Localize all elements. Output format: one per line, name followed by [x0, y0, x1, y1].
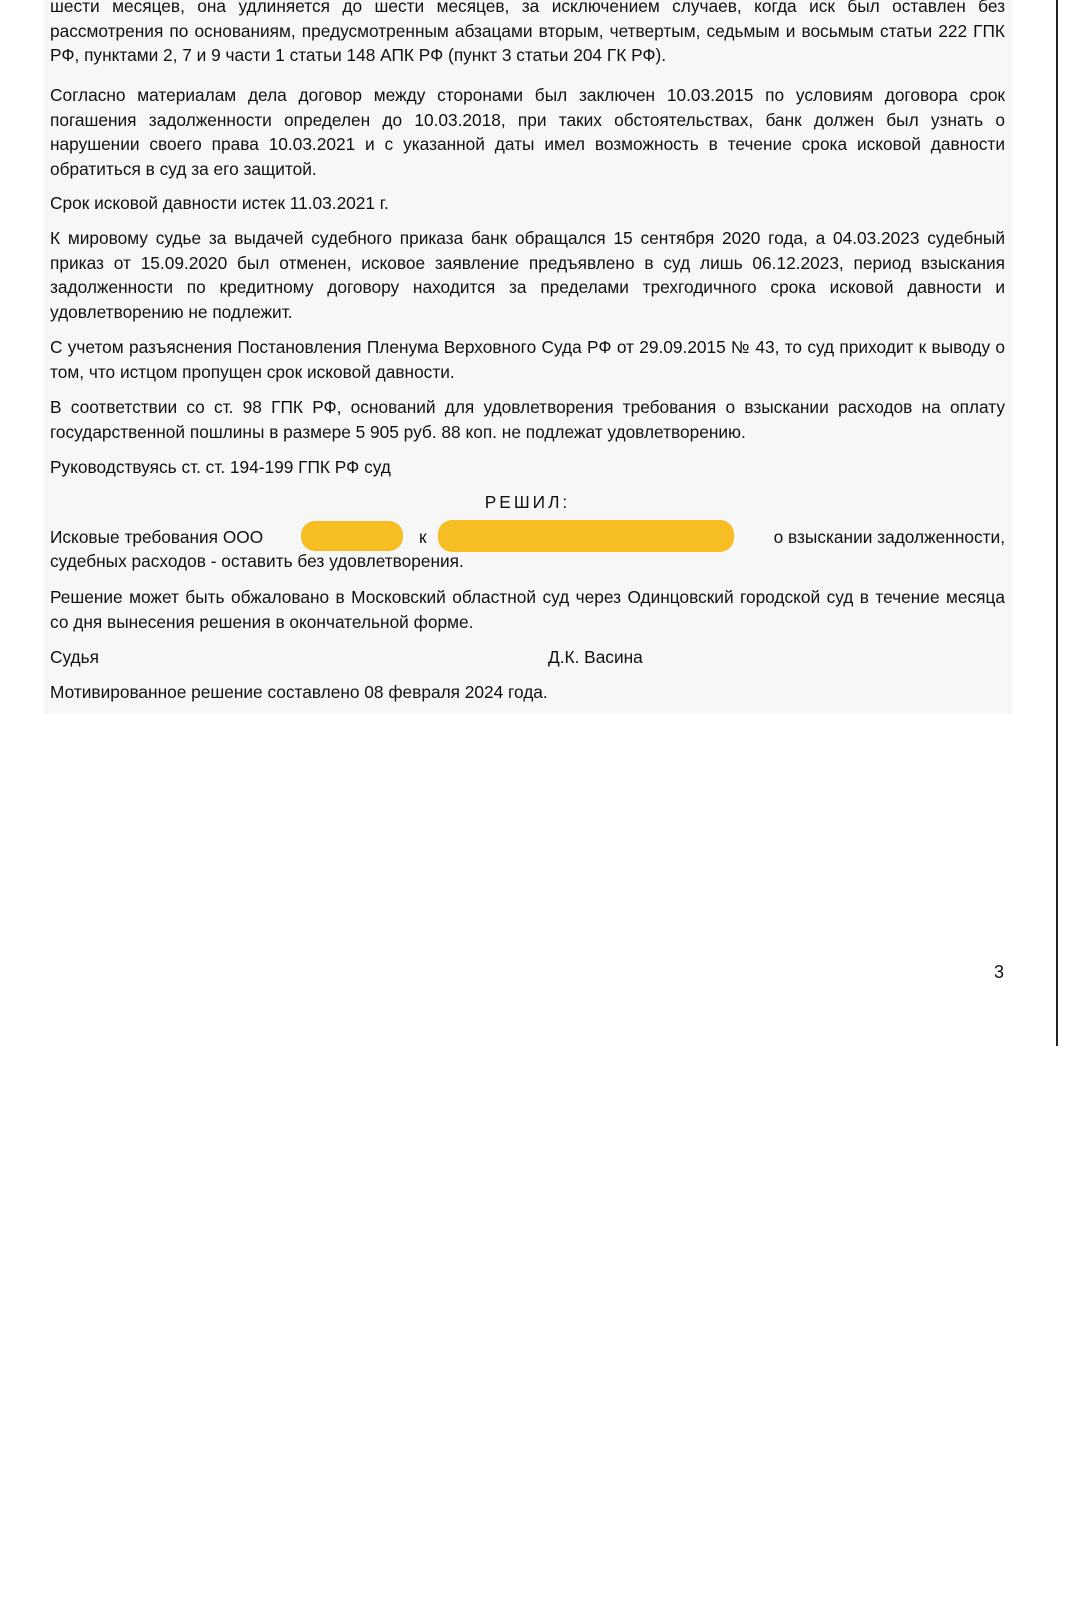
paragraph-limitation-extension: шести месяцев, она удлиняется до шести месяцев, за исключением случаев, когда иск был оставлен без рассмотрения по основаниям, предусмотренным абзацами вторым, четвертым, седьмым и восьмым статьи 222 ГПК РФ, пунктами 2, 7 и 9 части 1 статьи 148 АПК РФ (пункт 3 статьи 204 ГК РФ).	[50, 0, 1005, 65]
paragraph-contract: Согласно материалам дела договор между сторонами был заключен 10.03.2015 по условиям договора срок погашения задолженности определен до 10.03.2018, при таких обстоятельствах, банк должен был узнать о нарушении своего права 10.03.2021 и с указанной даты имел возможность в течение срока исковой давности обратиться в суд за его защитой.	[50, 85, 1005, 179]
claims-k: к	[419, 527, 427, 547]
paragraph-limitation-expired: Срок исковой давности истек 11.03.2021 г.	[50, 193, 389, 213]
claims-suffix: о взыскании задолженности,	[773, 527, 1005, 547]
judge-name: Д.К. Васина	[548, 647, 643, 667]
paragraph-plenum: С учетом разъяснения Постановления Пленума Верховного Суда РФ от 29.09.2015 № 43, то суд приходит к выводу о том, что истцом пропущен срок исковой давности.	[50, 337, 1005, 382]
signature-row	[50, 645, 1005, 670]
claims-prefix: Исковые требования ООО	[50, 527, 264, 547]
judge-label: Судья	[50, 647, 99, 667]
reasoned-decision-date: Мотивированное решение составлено 08 февраля 2024 года.	[50, 682, 548, 702]
paragraph-court-costs: В соответствии со ст. 98 ГПК РФ, оснований для удовлетворения требования о взыскании расходов на оплату государственной пошлины в размере 5 905 руб. 88 коп. не подлежат удовлетворению.	[50, 397, 1005, 442]
page-edge-divider	[1056, 0, 1058, 1046]
document-page	[44, 0, 1012, 714]
claims-second-line: судебных расходов - оставить без удовлетворения.	[50, 551, 464, 571]
decision-heading: РЕШИЛ:	[484, 492, 571, 512]
redaction-defendant	[438, 520, 734, 552]
paragraph-guided-by: Руководствуясь ст. ст. 194-199 ГПК РФ суд	[50, 457, 391, 477]
appeal-paragraph: Решение может быть обжаловано в Московский областной суд через Одинцовский городской суд в течение месяца со дня вынесения решения в окончательной форме.	[50, 587, 1005, 632]
page-number: 3	[994, 962, 1005, 982]
redaction-plaintiff	[301, 521, 403, 551]
paragraph-court-order: К мировому судье за выдачей судебного приказа банк обращался 15 сентября 2020 года, а 04.03.2023 судебный приказ от 15.09.2020 был отменен, исковое заявление предъявлено в суд лишь 06.12.2023, период взыскания задолженности по кредитному договору находится за пределами трехгодичного срока исковой давности и удовлетворению не подлежит.	[50, 228, 1005, 322]
claims-line	[50, 525, 1005, 550]
